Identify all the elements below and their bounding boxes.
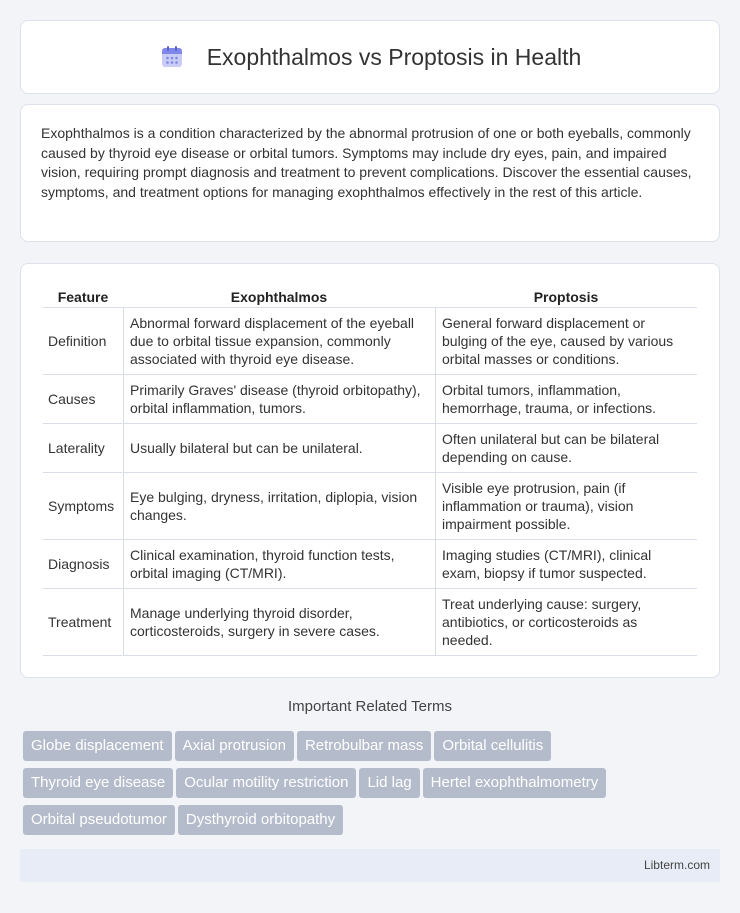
footer xyxy=(20,849,720,882)
row-feature: Laterality xyxy=(43,424,123,473)
comparison-table-card xyxy=(20,263,720,678)
page-title: Exophthalmos vs Proptosis in Health xyxy=(206,43,582,70)
intro-text: Exophthalmos is a condition characterized by the abnormal protrusion of one or both eyeballs, commonly caused by thyroid eye disease or orbital tumors. Symptoms may include dry eyes, pain, and impaired vision, requiring prompt diagnosis and treatment to prevent complications. Discover the essential causes, symptoms, and treatment options for managing exophthalmos effectively in the rest of this article. xyxy=(41,125,692,200)
term-tag[interactable]: Thyroid eye disease xyxy=(23,768,173,798)
row-proptosis: General forward displacement or bulging of the eye, caused by various orbital masses or conditions. xyxy=(435,308,697,375)
term-tag[interactable]: Retrobulbar mass xyxy=(297,731,431,761)
term-tag[interactable]: Orbital cellulitis xyxy=(434,731,551,761)
intro-card xyxy=(20,104,720,242)
term-tag[interactable]: Dysthyroid orbitopathy xyxy=(178,805,343,835)
term-tag[interactable]: Axial protrusion xyxy=(175,731,294,761)
header-proptosis: Proptosis xyxy=(435,282,697,308)
footer-brand[interactable]: Libterm.com xyxy=(643,858,710,872)
row-feature: Symptoms xyxy=(43,473,123,540)
row-exophthalmos: Eye bulging, dryness, irritation, diplopia, vision changes. xyxy=(123,473,435,540)
term-tag[interactable]: Hertel exophthalmometry xyxy=(423,768,607,798)
term-tag[interactable]: Globe displacement xyxy=(23,731,172,761)
row-feature: Diagnosis xyxy=(43,540,123,589)
term-tag[interactable]: Orbital pseudotumor xyxy=(23,805,175,835)
header-exophthalmos: Exophthalmos xyxy=(123,282,435,308)
table-header-row xyxy=(43,282,697,308)
header-card xyxy=(20,20,720,94)
table-row xyxy=(43,308,697,375)
row-feature: Definition xyxy=(43,308,123,375)
row-proptosis: Visible eye protrusion, pain (if inflammation or trauma), vision impairment possible. xyxy=(435,473,697,540)
row-proptosis: Imaging studies (CT/MRI), clinical exam, biopsy if tumor suspected. xyxy=(435,540,697,589)
row-exophthalmos: Usually bilateral but can be unilateral. xyxy=(123,424,435,473)
related-terms-title: Important Related Terms xyxy=(288,698,452,715)
term-tag[interactable]: Lid lag xyxy=(359,768,419,798)
table-row xyxy=(43,589,697,656)
table-row xyxy=(43,424,697,473)
header-feature: Feature xyxy=(43,282,123,308)
row-proptosis: Orbital tumors, inflammation, hemorrhage, trauma, or infections. xyxy=(435,375,697,424)
row-feature: Causes xyxy=(43,375,123,424)
row-feature: Treatment xyxy=(43,589,123,656)
row-exophthalmos: Primarily Graves' disease (thyroid orbitopathy), orbital inflammation, tumors. xyxy=(123,375,435,424)
row-proptosis: Often unilateral but can be bilateral depending on cause. xyxy=(435,424,697,473)
row-exophthalmos: Manage underlying thyroid disorder, corticosteroids, surgery in severe cases. xyxy=(123,589,435,656)
related-terms-list xyxy=(23,731,723,842)
table-row xyxy=(43,540,697,589)
term-tag[interactable]: Ocular motility restriction xyxy=(176,768,356,798)
row-exophthalmos: Abnormal forward displacement of the eyeball due to orbital tissue expansion, commonly associated with thyroid eye disease. xyxy=(123,308,435,375)
table-row xyxy=(43,473,697,540)
table-row xyxy=(43,375,697,424)
row-proptosis: Treat underlying cause: surgery, antibiotics, or corticosteroids as needed. xyxy=(435,589,697,656)
comparison-table xyxy=(43,282,697,656)
row-exophthalmos: Clinical examination, thyroid function tests, orbital imaging (CT/MRI). xyxy=(123,540,435,589)
calendar-icon xyxy=(159,44,185,70)
